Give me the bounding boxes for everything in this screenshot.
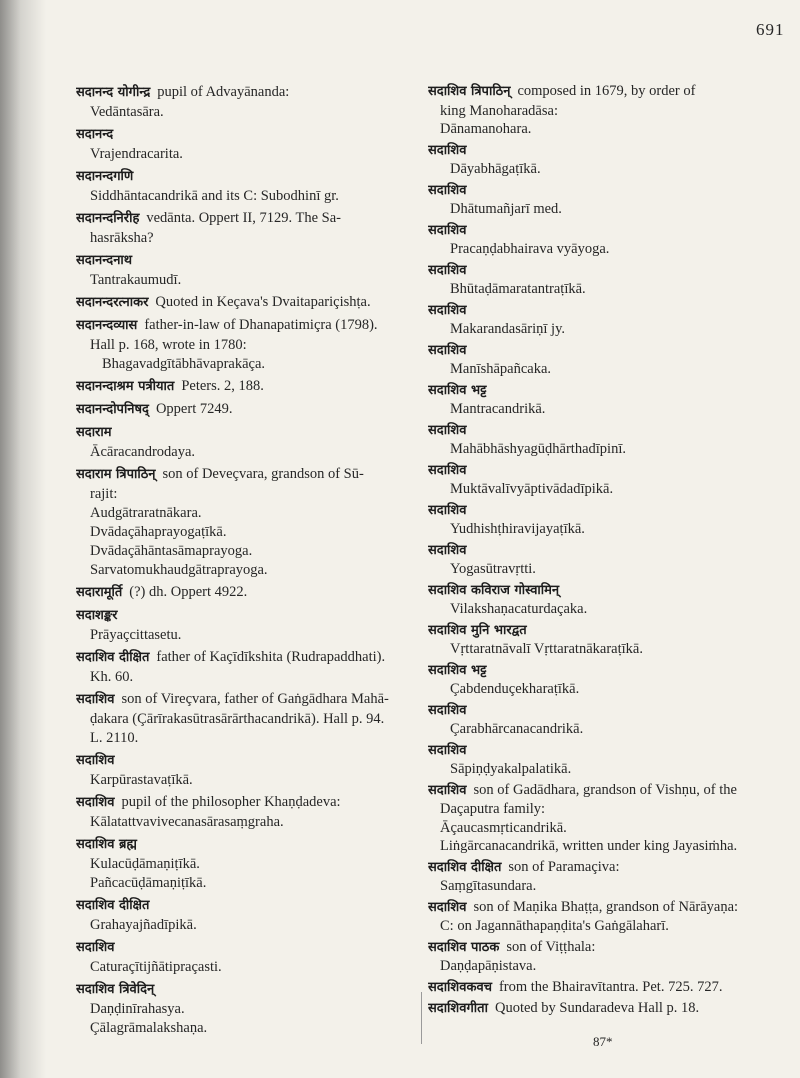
headword: सदानन्दोपनिषद् — [76, 402, 149, 417]
headword: सदाशिव दीक्षित — [76, 650, 150, 665]
catalog-entry — [428, 739, 792, 779]
catalog-entry — [76, 248, 416, 290]
entry-text: son of Viṭṭhala: — [506, 938, 596, 955]
entry-text: from the Bhairavītantra. Pet. 725. 727. — [498, 978, 723, 995]
headword: सदाशिव मुनि भारद्वत — [428, 622, 527, 638]
entry-text: Quoted by Sundaradeva Hall p. 18. — [494, 1000, 700, 1016]
catalog-entry — [428, 379, 792, 419]
entry-line: Vṛttaratnāvalī Vṛttaratnākaraṭīkā. — [450, 641, 643, 657]
entry-line: C: on Jagannāthapaṇḍita's Gaṅgālaharī. — [440, 918, 669, 934]
entry-line: Sāpiṇḍyakalpalatikā. — [450, 761, 572, 777]
catalog-entry — [428, 80, 792, 139]
catalog-entry — [76, 374, 416, 397]
catalog-entry — [76, 164, 416, 206]
entry-line: Çabdenduçekharaṭīkā. — [450, 681, 580, 697]
catalog-entry — [428, 339, 792, 379]
entry-line: Daṇḍapāṇistava. — [440, 958, 537, 974]
headword: सदाशिव — [76, 753, 115, 768]
entry-text: father of Kaçīdīkshita (Rudrapaddhati). — [156, 649, 386, 665]
catalog-entry — [428, 579, 792, 619]
catalog-entry — [428, 299, 792, 339]
headword: सदाशिव — [428, 542, 467, 558]
entry-line: Ācāracandrodaya. — [90, 444, 196, 460]
entry-line: Çarabhārcanacandrikā. — [450, 721, 584, 737]
entry-line: Pracaṇḍabhairava vyāyoga. — [450, 241, 610, 257]
entry-line: Mahābhāshyagūḍhārthadīpinī. — [450, 441, 626, 457]
catalog-entry — [76, 462, 416, 580]
catalog-entry — [428, 419, 792, 459]
catalog-entry — [428, 936, 792, 976]
headword: सदाशिव भट्ट — [428, 662, 487, 678]
catalog-entry — [76, 832, 416, 893]
entry-line: Grahayajñadīpikā. — [90, 917, 197, 933]
headword: सदाशिव — [428, 462, 467, 478]
entry-line: Makarandasāriṇī jy. — [450, 321, 566, 337]
catalog-entry — [76, 80, 416, 122]
headword: सदाशिव — [428, 222, 467, 238]
entry-line: Karpūrastavaṭīkā. — [90, 772, 193, 788]
catalog-entry — [428, 259, 792, 299]
catalog-entry — [76, 420, 416, 462]
headword: सदाराम त्रिपाठिन् — [76, 467, 156, 482]
catalog-entry — [428, 459, 792, 499]
catalog-entry — [76, 397, 416, 420]
headword: सदाशिव भट्ट — [428, 382, 487, 398]
catalog-entry — [76, 977, 416, 1038]
entry-line: Dvādaçāhaprayogaṭīkā. — [90, 524, 227, 540]
entry-line: Muktāvalīvyāptivādadīpikā. — [450, 481, 614, 497]
entry-text: vedānta. Oppert II, 7129. The Sa- — [146, 210, 341, 226]
entry-text: son of Paramaçiva: — [508, 858, 620, 875]
catalog-entry — [76, 580, 416, 603]
entry-line: ḍakara (Çārīrakasūtrasārārthacandrikā). Hall p. 94. — [90, 711, 385, 727]
catalog-entry — [76, 645, 416, 687]
catalog-entry — [76, 603, 416, 645]
entry-line: rajit: — [90, 486, 118, 502]
headword: सदाशिव — [428, 502, 467, 518]
headword: सदाशिव दीक्षित — [76, 898, 150, 913]
entry-text: pupil of Advayānanda: — [157, 84, 290, 100]
headword: सदानन्दव्यास — [76, 318, 138, 333]
headword: सदानन्दरत्नाकर — [76, 295, 149, 310]
headword: सदाशिव — [428, 342, 467, 358]
catalog-entry — [76, 687, 416, 748]
entry-line: Kālatattvavivecanasārasaṃgraha. — [90, 814, 284, 830]
catalog-entry — [428, 179, 792, 219]
headword: सदाशङ्कर — [76, 608, 118, 623]
headword: सदानन्दनाथ — [76, 253, 133, 268]
margin-rule — [421, 992, 422, 1044]
entry-text: (?) dh. Oppert 4922. — [129, 584, 248, 600]
right-column — [428, 80, 792, 1040]
catalog-entry — [76, 893, 416, 935]
catalog-entry — [428, 779, 792, 856]
headword: सदाराम — [76, 425, 112, 440]
entry-line: Bhagavadgītābhāvaprakāça. — [102, 356, 266, 372]
entry-line: Caturaçītijñātipraçasti. — [90, 959, 222, 975]
headword: सदानन्दाश्रम पत्रीयात — [76, 379, 175, 394]
headword: सदाशिव — [76, 692, 115, 707]
catalog-entry — [428, 539, 792, 579]
entry-line: Yudhishṭhiravijayaṭīkā. — [450, 521, 585, 537]
entry-line: Audgātraratnākara. — [90, 505, 202, 521]
headword: सदाशिव — [428, 302, 467, 318]
entry-text: composed in 1679, by order of — [517, 83, 696, 99]
entry-line: Mantracandrikā. — [450, 401, 546, 417]
headword: सदानन्दगणि — [76, 169, 134, 184]
headword: सदाशिव पाठक — [428, 939, 500, 955]
entry-line: L. 2110. — [90, 730, 139, 746]
entry-line: Pañcacūḍāmaṇiṭīkā. — [90, 875, 207, 891]
catalog-entry — [76, 313, 416, 374]
headword: सदाशिव — [76, 940, 115, 955]
catalog-entry — [428, 997, 792, 1019]
headword: सदाशिव कविराज गोस्वामिन् — [428, 582, 560, 598]
entry-line: Prāyaçcittasetu. — [90, 627, 182, 643]
entry-line: Dānamanohara. — [440, 121, 532, 137]
entry-line: Dvādaçāhāntasāmaprayoga. — [90, 543, 253, 559]
entry-text: son of Vireçvara, father of Gaṅgādhara Mahā- — [121, 691, 389, 707]
entry-text: Quoted in Keçava's Dvaitapariçishṭa. — [155, 294, 371, 310]
catalog-entry — [76, 790, 416, 832]
entry-text: Peters. 2, 188. — [181, 378, 264, 394]
entry-text: pupil of the philosopher Khaṇḍadeva: — [121, 794, 341, 810]
catalog-entry — [428, 699, 792, 739]
entry-line: Çālagrāmalakshaṇa. — [90, 1020, 208, 1036]
headword: सदाशिव — [428, 782, 467, 798]
page-number: 691 — [756, 20, 785, 39]
entry-line: Daçaputra family: — [440, 801, 546, 817]
entry-line: hasrāksha? — [90, 230, 154, 246]
entry-text: son of Maṇika Bhaṭṭa, grandson of Nārāyaṇa: — [473, 898, 739, 915]
entry-line: king Manoharadāsa: — [440, 102, 558, 119]
entry-line: Āçaucasmṛticandrikā. — [440, 819, 567, 836]
entry-text: Oppert 7249. — [155, 401, 233, 417]
catalog-entry — [428, 976, 792, 998]
catalog-entry — [428, 619, 792, 659]
headword: सदानन्दनिरीह — [76, 211, 140, 226]
entry-line: Dāyabhāgaṭīkā. — [450, 161, 541, 177]
catalog-entry — [428, 896, 792, 936]
headword: सदाशिव त्रिवेदिन् — [76, 982, 155, 997]
headword: सदाशिव — [428, 422, 467, 438]
entry-line: Vedāntasāra. — [90, 104, 164, 120]
catalog-entry — [428, 856, 792, 896]
entry-line: Dhātumañjarī med. — [450, 201, 562, 217]
binding-shadow — [0, 0, 46, 1078]
headword: सदाशिवगीता — [428, 1001, 488, 1016]
left-column — [76, 80, 416, 1060]
headword: सदाशिवकवच — [428, 979, 492, 995]
headword: सदानन्द योगीन्द्र — [76, 85, 151, 100]
catalog-entry — [76, 290, 416, 313]
entry-line: Kh. 60. — [90, 669, 134, 685]
catalog-entry — [428, 659, 792, 699]
entry-line: Sarvatomukhaudgātraprayoga. — [90, 562, 268, 578]
catalog-entry — [428, 139, 792, 179]
entry-line: Vilakshaṇacaturdaçaka. — [450, 601, 588, 617]
entry-line: Hall p. 168, wrote in 1780: — [90, 337, 247, 353]
headword: सदाशिव — [428, 182, 467, 198]
entry-line: Yogasūtravṛtti. — [450, 561, 536, 577]
headword: सदाशिव — [76, 795, 115, 810]
headword: सदाशिव — [428, 742, 467, 758]
catalog-entry — [76, 122, 416, 164]
entry-line: Liṅgārcanacandrikā, written under king Jayasiṁha. — [440, 838, 738, 854]
entry-line: Saṃgītasundara. — [440, 878, 537, 894]
signature-mark: 87* — [593, 1034, 613, 1049]
headword: सदाशिव — [428, 899, 467, 915]
catalog-entry — [428, 499, 792, 539]
catalog-entry — [76, 748, 416, 790]
headword: सदाशिव त्रिपाठिन् — [428, 84, 511, 99]
entry-line: Bhūtaḍāmaratantraṭīkā. — [450, 281, 586, 297]
catalog-entry — [76, 935, 416, 977]
headword: सदाशिव दीक्षित — [428, 859, 502, 875]
headword: सदानन्द — [76, 127, 114, 142]
catalog-entry — [76, 206, 416, 248]
catalog-entry — [428, 219, 792, 259]
headword: सदाशिव — [428, 142, 467, 158]
entry-text: father-in-law of Dhanapatimiçra (1798). — [144, 317, 378, 333]
entry-line: Daṇḍinīrahasya. — [90, 1001, 185, 1017]
entry-text: son of Gadādhara, grandson of Vishṇu, of the — [473, 781, 737, 798]
headword: सदारामूर्ति — [76, 585, 123, 600]
entry-line: Vrajendracarita. — [90, 146, 183, 162]
entry-line: Tantrakaumudī. — [90, 272, 182, 288]
entry-line: Siddhāntacandrikā and its C: Subodhinī gr. — [90, 188, 339, 204]
headword: सदाशिव — [428, 262, 467, 278]
headword: सदाशिव — [428, 702, 467, 718]
entry-text: son of Deveçvara, grandson of Sū- — [162, 466, 364, 482]
entry-line: Manīshāpañcaka. — [450, 361, 552, 377]
headword: सदाशिव ब्रह्म — [76, 837, 137, 852]
entry-line: Kulacūḍāmaṇiṭīkā. — [90, 856, 200, 872]
